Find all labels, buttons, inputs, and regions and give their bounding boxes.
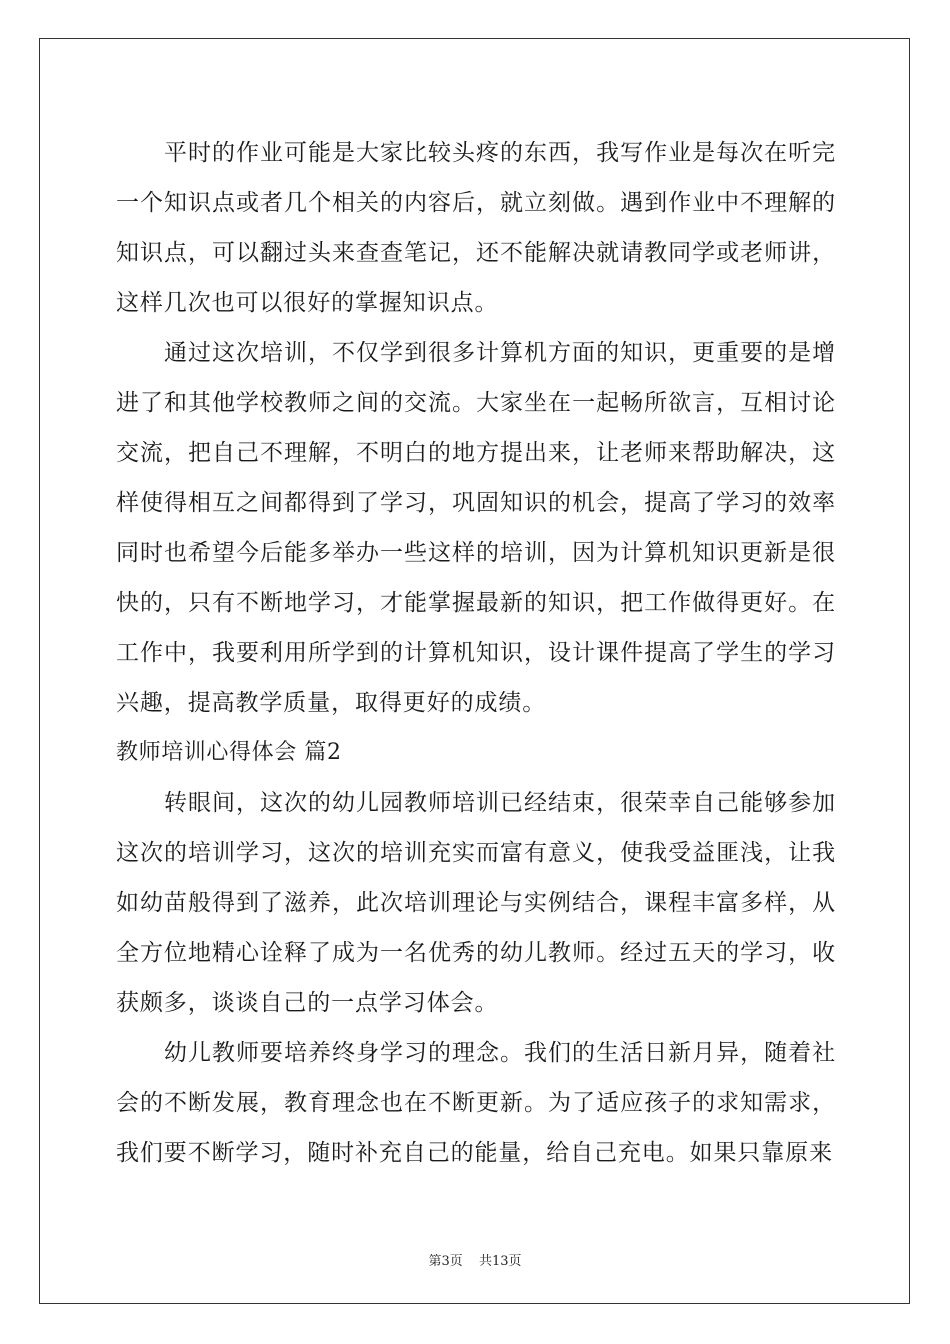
paragraph-kindergarten-training: 转眼间，这次的幼儿园教师培训已经结束，很荣幸自己能够参加这次的培训学习，这次的培训充实而富有意义，使我受益匪浅，让我如幼苗般得到了滋养，此次培训理论与实例结合，课程丰富多样，从全方位地精心诠释了成为一名优秀的幼儿教师。经过五天的学习，收获颇多，谈谈自己的一点学习体会。 bbox=[116, 790, 836, 1016]
page-number-total: 共13页 bbox=[478, 1254, 522, 1269]
section-heading: 教师培训心得体会 篇2 bbox=[116, 740, 342, 765]
paragraph-lifelong-learning: 幼儿教师要培养终身学习的理念。我们的生活日新月异，随着社会的不断发展，教育理念也在不断更新。为了适应孩子的求知需求，我们要不断学习，随时补充自己的能量，给自己充电。如果只靠原来 bbox=[116, 1040, 836, 1166]
paragraph-homework: 平时的作业可能是大家比较头疼的东西，我写作业是每次在听完一个知识点或者几个相关的内容后，就立刻做。遇到作业中不理解的知识点，可以翻过头来查查笔记，还不能解决就请教同学或老师讲，这样几次也可以很好的掌握知识点。 bbox=[116, 140, 836, 316]
document-body bbox=[116, 128, 836, 1178]
paragraph-training-gains: 通过这次培训，不仅学到很多计算机方面的知识，更重要的是增进了和其他学校教师之间的交流。大家坐在一起畅所欲言，互相讨论交流，把自己不理解，不明白的地方提出来，让老师来帮助解决，这样使得相互之间都得到了学习，巩固知识的机会，提高了学习的效率同时也希望今后能多举办一些这样的培训，因为计算机知识更新是很快的，只有不断地学习，才能掌握最新的知识，把工作做得更好。在工作中，我要利用所学到的计算机知识，设计课件提高了学生的学习兴趣，提高教学质量，取得更好的成绩。 bbox=[116, 340, 836, 716]
page-number-current: 第3页 bbox=[428, 1254, 463, 1269]
page-footer bbox=[0, 1250, 950, 1269]
